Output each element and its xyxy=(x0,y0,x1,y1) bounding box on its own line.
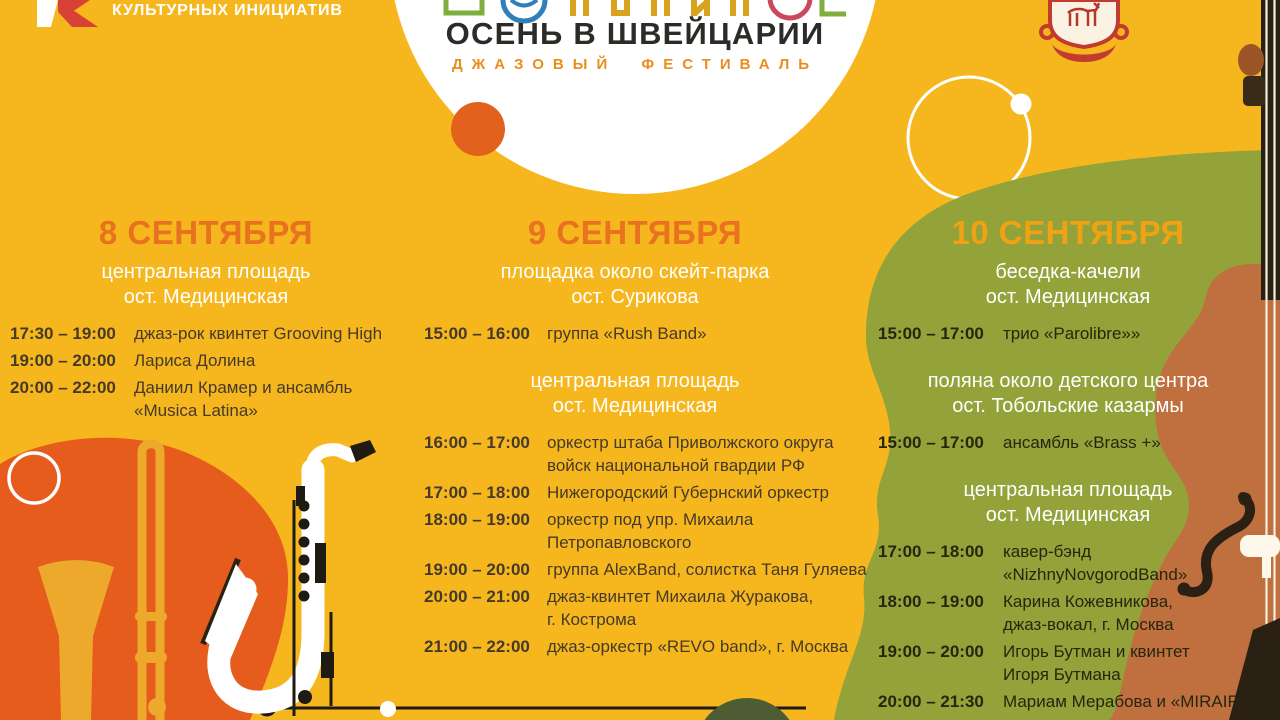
column-date: 10 СЕНТЯБРЯ xyxy=(951,214,1185,251)
event-name-line: оркестр под упр. Михаила xyxy=(547,510,754,529)
event-time: 16:00 – 17:00 xyxy=(424,433,530,452)
fund-logo-text: КУЛЬТУРНЫХ ИНИЦИАТИВ xyxy=(112,2,343,19)
event-time: 18:00 – 19:00 xyxy=(424,510,530,529)
venue-line: ост. Сурикова xyxy=(571,286,699,308)
event-row xyxy=(400,585,870,631)
column-sections xyxy=(400,260,870,658)
event-name-line: Мариам Мерабова и «MIRAIF» xyxy=(1003,692,1248,711)
event-name xyxy=(547,635,848,658)
venue-line: площадка около скейт-парка xyxy=(500,261,770,283)
event-name-line: Игоря Бутмана xyxy=(1003,665,1121,684)
event-name-line: джаз-оркестр «REVO band», г. Москва xyxy=(547,637,849,656)
column-sections xyxy=(856,260,1280,713)
schedule-column-sep-8 xyxy=(4,214,408,426)
event-name-line: Игорь Бутман и квинтет xyxy=(1003,642,1190,661)
venue-line: центральная площадь xyxy=(963,479,1173,501)
venue-label xyxy=(856,478,1280,528)
event-row xyxy=(400,635,870,658)
event-row xyxy=(856,640,1280,686)
event-row xyxy=(400,508,870,554)
event-name-line: г. Кострома xyxy=(547,610,637,629)
event-row xyxy=(856,590,1280,636)
event-row xyxy=(4,349,408,372)
venue-line: беседка-качели xyxy=(995,261,1141,283)
event-name-line: войск национальной гвардии РФ xyxy=(547,456,805,475)
event-name-line: Петропавловского xyxy=(547,533,692,552)
column-sections xyxy=(4,260,408,422)
venue-line: поляна около детского центра xyxy=(927,370,1209,392)
event-name-line: джаз-рок квинтет Grooving High xyxy=(134,324,383,343)
venue-label xyxy=(856,369,1280,419)
schedule-section xyxy=(856,478,1280,713)
event-name-line: ансамбль «Brass +» xyxy=(1003,433,1161,452)
venue-line: ост. Медицинская xyxy=(985,286,1151,308)
schedule-section xyxy=(856,369,1280,454)
event-name-line: трио «Parolibre»» xyxy=(1003,324,1141,343)
event-time: 19:00 – 20:00 xyxy=(10,351,116,370)
event-name-line: «NizhnyNovgorodBand» xyxy=(1003,565,1188,584)
venue-line: ост. Медицинская xyxy=(123,286,289,308)
event-name xyxy=(1003,431,1161,454)
venue-line: ост. Медицинская xyxy=(985,504,1151,526)
event-name-line: Карина Кожевникова, xyxy=(1003,592,1173,611)
event-name xyxy=(1003,690,1247,713)
venue-label xyxy=(856,260,1280,310)
event-time: 18:00 – 19:00 xyxy=(878,592,984,611)
event-time: 17:00 – 18:00 xyxy=(878,542,984,561)
venue-label xyxy=(4,260,408,310)
event-name-line: Даниил Крамер и ансамбль xyxy=(134,378,353,397)
event-time: 19:00 – 20:00 xyxy=(424,560,530,579)
event-name xyxy=(547,558,867,581)
venue-line: центральная площадь xyxy=(530,370,740,392)
event-name xyxy=(1003,540,1187,586)
event-name-line: Нижегородский Губернский оркестр xyxy=(547,483,829,502)
event-name-line: Лариса Долина xyxy=(134,351,256,370)
event-time: 20:00 – 22:00 xyxy=(10,378,116,397)
schedule-section xyxy=(400,260,870,345)
event-row xyxy=(856,322,1280,345)
schedule-section xyxy=(400,369,870,658)
event-name xyxy=(547,508,753,554)
event-name xyxy=(1003,640,1190,686)
event-name xyxy=(1003,590,1174,636)
venue-line: центральная площадь xyxy=(101,261,311,283)
event-row xyxy=(4,376,408,422)
event-name-line: группа AlexBand, солистка Таня Гуляева xyxy=(547,560,867,579)
venue-label xyxy=(400,260,870,310)
event-name xyxy=(1003,322,1140,345)
event-name-line: кавер-бэнд xyxy=(1003,542,1092,561)
event-row xyxy=(856,540,1280,586)
event-time: 20:00 – 21:30 xyxy=(878,692,984,711)
schedule-column-sep-10 xyxy=(856,214,1280,717)
venue-line: ост. Медицинская xyxy=(552,395,718,417)
event-time: 15:00 – 17:00 xyxy=(878,433,984,452)
event-time: 19:00 – 20:00 xyxy=(878,642,984,661)
event-time: 17:00 – 18:00 xyxy=(424,483,530,502)
venue-line: ост. Тобольские казармы xyxy=(952,395,1184,417)
event-time: 15:00 – 16:00 xyxy=(424,324,530,343)
event-name-line: джаз-квинтет Михаила Журакова, xyxy=(547,587,814,606)
event-name-line: «Musica Latina» xyxy=(134,401,258,420)
event-name xyxy=(547,481,829,504)
event-row xyxy=(400,481,870,504)
event-name-line: оркестр штаба Приволжского округа xyxy=(547,433,834,452)
schedule-section xyxy=(4,260,408,422)
event-name xyxy=(134,322,382,345)
event-row xyxy=(856,690,1280,713)
festival-subtitle: ДЖАЗОВЫЙ ФЕСТИВАЛЬ xyxy=(451,56,819,73)
event-time: 20:00 – 21:00 xyxy=(424,587,530,606)
column-date: 8 СЕНТЯБРЯ xyxy=(98,214,314,251)
event-name xyxy=(134,349,255,372)
column-date: 9 СЕНТЯБРЯ xyxy=(527,214,743,251)
event-row xyxy=(4,322,408,345)
event-row xyxy=(400,558,870,581)
venue-label xyxy=(400,369,870,419)
event-name-line: группа «Rush Band» xyxy=(547,324,707,343)
festival-title: ОСЕНЬ В ШВЕЙЦАРИИ xyxy=(445,16,825,51)
schedule-section xyxy=(856,260,1280,345)
event-time: 17:30 – 19:00 xyxy=(10,324,116,343)
event-name xyxy=(547,585,813,631)
event-time: 21:00 – 22:00 xyxy=(424,637,530,656)
event-name xyxy=(134,376,352,422)
event-row xyxy=(856,431,1280,454)
schedule-column-sep-9 xyxy=(400,214,870,662)
event-name xyxy=(547,431,834,477)
event-row xyxy=(400,431,870,477)
event-time: 15:00 – 17:00 xyxy=(878,324,984,343)
event-name-line: джаз-вокал, г. Москва xyxy=(1003,615,1174,634)
event-row xyxy=(400,322,870,345)
event-name xyxy=(547,322,707,345)
